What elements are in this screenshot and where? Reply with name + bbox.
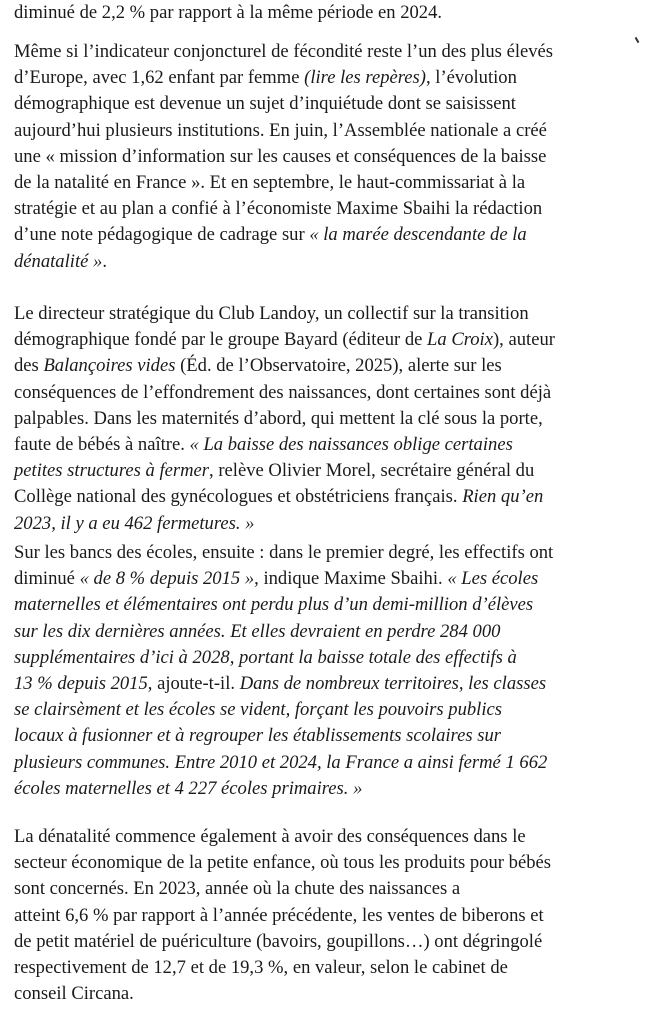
italic-text: supplémentaires d’ici à 2028, portant la baisse totale des effectifs à xyxy=(14,646,517,668)
text-line xyxy=(14,699,502,721)
text: diminué xyxy=(14,568,80,590)
text-line xyxy=(14,93,516,115)
text: des xyxy=(14,355,44,377)
text-line xyxy=(14,329,555,351)
italic-text: 2023, il y a eu 462 fermetures. » xyxy=(14,512,255,534)
text: conseil Circana. xyxy=(14,983,134,1005)
italic-text: écoles maternelles et 4 227 écoles primaires. » xyxy=(14,777,363,799)
text-line xyxy=(14,172,525,194)
text-line xyxy=(14,224,527,246)
text: (Éd. de l’Observatoire, 2025), alerte sur les xyxy=(175,355,502,377)
text-line xyxy=(14,251,107,273)
text: conséquences de l’effondrement des naissances, dont certaines sont déjà xyxy=(14,381,552,403)
text-line xyxy=(14,905,544,927)
text: stratégie et au plan a confié à l’économiste Maxime Sbaihi la rédaction xyxy=(14,198,543,220)
text-line xyxy=(14,146,546,168)
text-line xyxy=(14,983,134,1005)
text: Le directeur stratégique du Club Landoy, un collectif sur la transition xyxy=(14,303,529,324)
text-line xyxy=(14,752,547,774)
text-line xyxy=(14,434,513,456)
italic-text: « de 8 % depuis 2015 » xyxy=(79,568,255,590)
text-line xyxy=(14,460,534,482)
scan-mark xyxy=(635,37,640,43)
text-line xyxy=(14,41,553,63)
text-line xyxy=(14,852,551,874)
text: d’une note pédagogique de cadrage sur xyxy=(14,224,310,246)
text-line xyxy=(14,957,508,979)
text: de la natalité en France ». Et en septembre, le haut-commissariat à la xyxy=(14,172,526,193)
text-line xyxy=(14,382,551,404)
text: une « mission d’information sur les causes et conséquences de la baisse xyxy=(14,145,547,167)
text: Collège national des gynécologues et obstétriciens français. xyxy=(14,486,463,508)
italic-text: « La baisse des naissances oblige certaines xyxy=(189,434,513,455)
text-line xyxy=(14,826,526,848)
text-line xyxy=(14,198,542,220)
text-line xyxy=(14,931,542,953)
italic-text: « la marée descendante de la xyxy=(309,224,527,246)
text: . xyxy=(102,250,107,272)
text: d’Europe, avec 1,62 enfant par femme xyxy=(14,67,305,89)
text: diminué de 2,2 % par rapport à la même période en 2024. xyxy=(14,2,443,23)
text-line xyxy=(14,725,501,747)
text: démographique est devenue un sujet d’inquiétude dont se saisissent xyxy=(14,93,516,115)
text: faute de bébés à naître. xyxy=(14,434,190,455)
text-line xyxy=(14,513,254,535)
italic-text: maternelles et élémentaires ont perdu plus d’un demi-million d’élèves xyxy=(14,594,534,616)
italic-text: dénatalité » xyxy=(14,250,103,272)
text-line xyxy=(14,647,517,669)
italic-text: (lire les repères) xyxy=(304,67,426,89)
text: aujourd’hui plusieurs institutions. En juin, l’Assemblée nationale a créé xyxy=(14,119,547,141)
italic-text: sur les dix dernières années. Et elles devraient en perdre 284 000 xyxy=(14,620,501,642)
italic-text: « Les écoles xyxy=(447,568,539,590)
text-line xyxy=(14,542,553,564)
italic-text: Dans de nombreux territoires, les classes xyxy=(239,673,547,694)
text-line xyxy=(14,120,547,142)
italic-text: se clairsèment et les écoles se vident, forçant les pouvoirs publics xyxy=(14,699,502,721)
text-line xyxy=(14,778,362,800)
text: palpables. Dans les maternités d’abord, qui mettent la clé sous la porte, xyxy=(14,407,543,429)
text-line xyxy=(14,486,543,508)
italic-text: 13 % depuis 2015 xyxy=(14,673,148,694)
text: sont concernés. En 2023, année où la chute des naissances a xyxy=(14,878,461,900)
text: Même si l’indicateur conjoncturel de fécondité reste l’un des plus élevés xyxy=(14,41,554,62)
text: respectivement de 12,7 et de 19,3 %, en valeur, selon le cabinet de xyxy=(14,957,508,978)
text: Sur les bancs des écoles, ensuite : dans le premier degré, les effectifs ont xyxy=(14,542,554,563)
italic-text: locaux à fusionner et à regrouper les établissements scolaires sur xyxy=(14,725,501,747)
italic-text: Rien qu’en xyxy=(462,486,544,508)
text-line xyxy=(14,408,543,430)
text: atteint 6,6 % par rapport à l’année précédente, les ventes de biberons et xyxy=(14,904,544,926)
text-line xyxy=(14,878,460,900)
text-line xyxy=(14,568,538,590)
text: La dénatalité commence également à avoir des conséquences dans le xyxy=(14,826,526,847)
text-line xyxy=(14,2,442,24)
text: , l’évolution xyxy=(426,67,517,89)
text: , indique Maxime Sbaihi. xyxy=(254,568,448,590)
italic-text: plusieurs communes. Entre 2010 et 2024, la France a ainsi fermé 1 662 xyxy=(14,751,548,773)
text-line xyxy=(14,621,500,643)
text-line xyxy=(14,594,533,616)
text-line xyxy=(14,355,502,377)
italic-text: La Croix xyxy=(427,329,493,351)
text: de petit matériel de puériculture (bavoirs, goupillons…) ont dégringolé xyxy=(14,930,543,952)
italic-text: Balançoires vides xyxy=(43,355,176,377)
italic-text: petites structures à fermer xyxy=(14,460,210,482)
text-line xyxy=(14,303,529,325)
text: démographique fondé par le groupe Bayard (éditeur de xyxy=(14,329,428,351)
text: , ajoute-t-il. xyxy=(147,673,240,694)
text: , relève Olivier Morel, secrétaire général du xyxy=(209,460,535,482)
text: ), auteur xyxy=(492,329,555,351)
text-line xyxy=(14,673,546,695)
text-line xyxy=(14,67,517,89)
text: secteur économique de la petite enfance, où tous les produits pour bébés xyxy=(14,852,551,874)
